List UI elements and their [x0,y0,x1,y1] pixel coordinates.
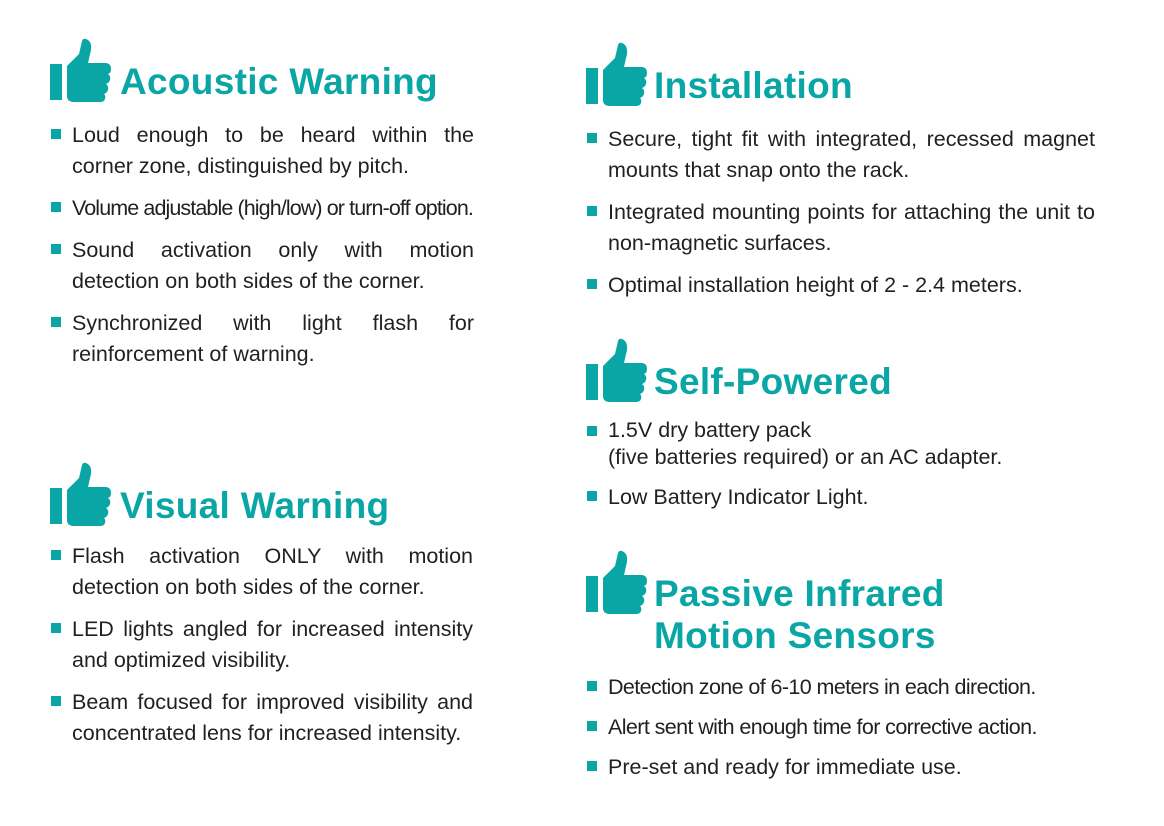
section-header [50,38,474,108]
section-header [50,462,473,532]
bullet-item: Alert sent with enough time for corrective action. [586,712,1106,743]
bullet-item: Pre-set and ready for immediate use. [586,752,1106,783]
section-acoustic-warning [50,38,474,381]
thumbs-up-icon [586,42,648,108]
thumbs-up-icon [586,338,648,404]
section-title: Passive Infrared [654,573,945,614]
section-header [586,338,1095,408]
bullet-item: Loud enough to be heard within the corner zone, distinguished by pitch. [50,120,474,182]
bullet-item: Detection zone of 6-10 meters in each direction. [586,672,1106,703]
bullet-item: Volume adjustable (high/low) or turn-off option. [50,193,474,224]
section-header [586,550,1106,662]
bullet-item: Synchronized with light flash for reinforcement of warning. [50,308,474,370]
section-self-powered [586,338,1095,524]
bullet-list [50,541,473,749]
bullet-item: Secure, tight fit with integrated, recessed magnet mounts that snap onto the rack. [586,124,1095,186]
section-title-line2: Motion Sensors [654,615,936,656]
section-title: Self-Powered [654,361,892,402]
bullet-item: Low Battery Indicator Light. [586,482,1095,513]
bullet-item: LED lights angled for increased intensity and optimized visibility. [50,614,473,676]
bullet-item: Beam focused for improved visibility and concentrated lens for increased intensity. [50,687,473,749]
bullet-list [586,672,1106,783]
bullet-item: Integrated mounting points for attaching the unit to non-magnetic surfaces. [586,197,1095,259]
bullet-item: Sound activation only with motion detection on both sides of the corner. [50,235,474,297]
bullet-list [50,120,474,370]
section-installation [586,42,1095,312]
thumbs-up-icon [586,550,648,616]
thumbs-up-icon [50,462,112,528]
section-title: Visual Warning [120,485,390,526]
bullet-list [586,124,1095,301]
thumbs-up-icon [50,38,112,104]
section-passive-infrared [586,550,1106,794]
section-visual-warning [50,462,473,760]
section-title: Installation [654,65,853,106]
bullet-list [586,417,1095,513]
bullet-item: Flash activation ONLY with motion detection on both sides of the corner. [50,541,473,603]
section-header [586,42,1095,112]
bullet-item: Optimal installation height of 2 - 2.4 meters. [586,270,1095,301]
section-title: Acoustic Warning [120,61,438,102]
bullet-item: 1.5V dry battery pack (five batteries required) or an AC adapter. [586,417,1095,471]
